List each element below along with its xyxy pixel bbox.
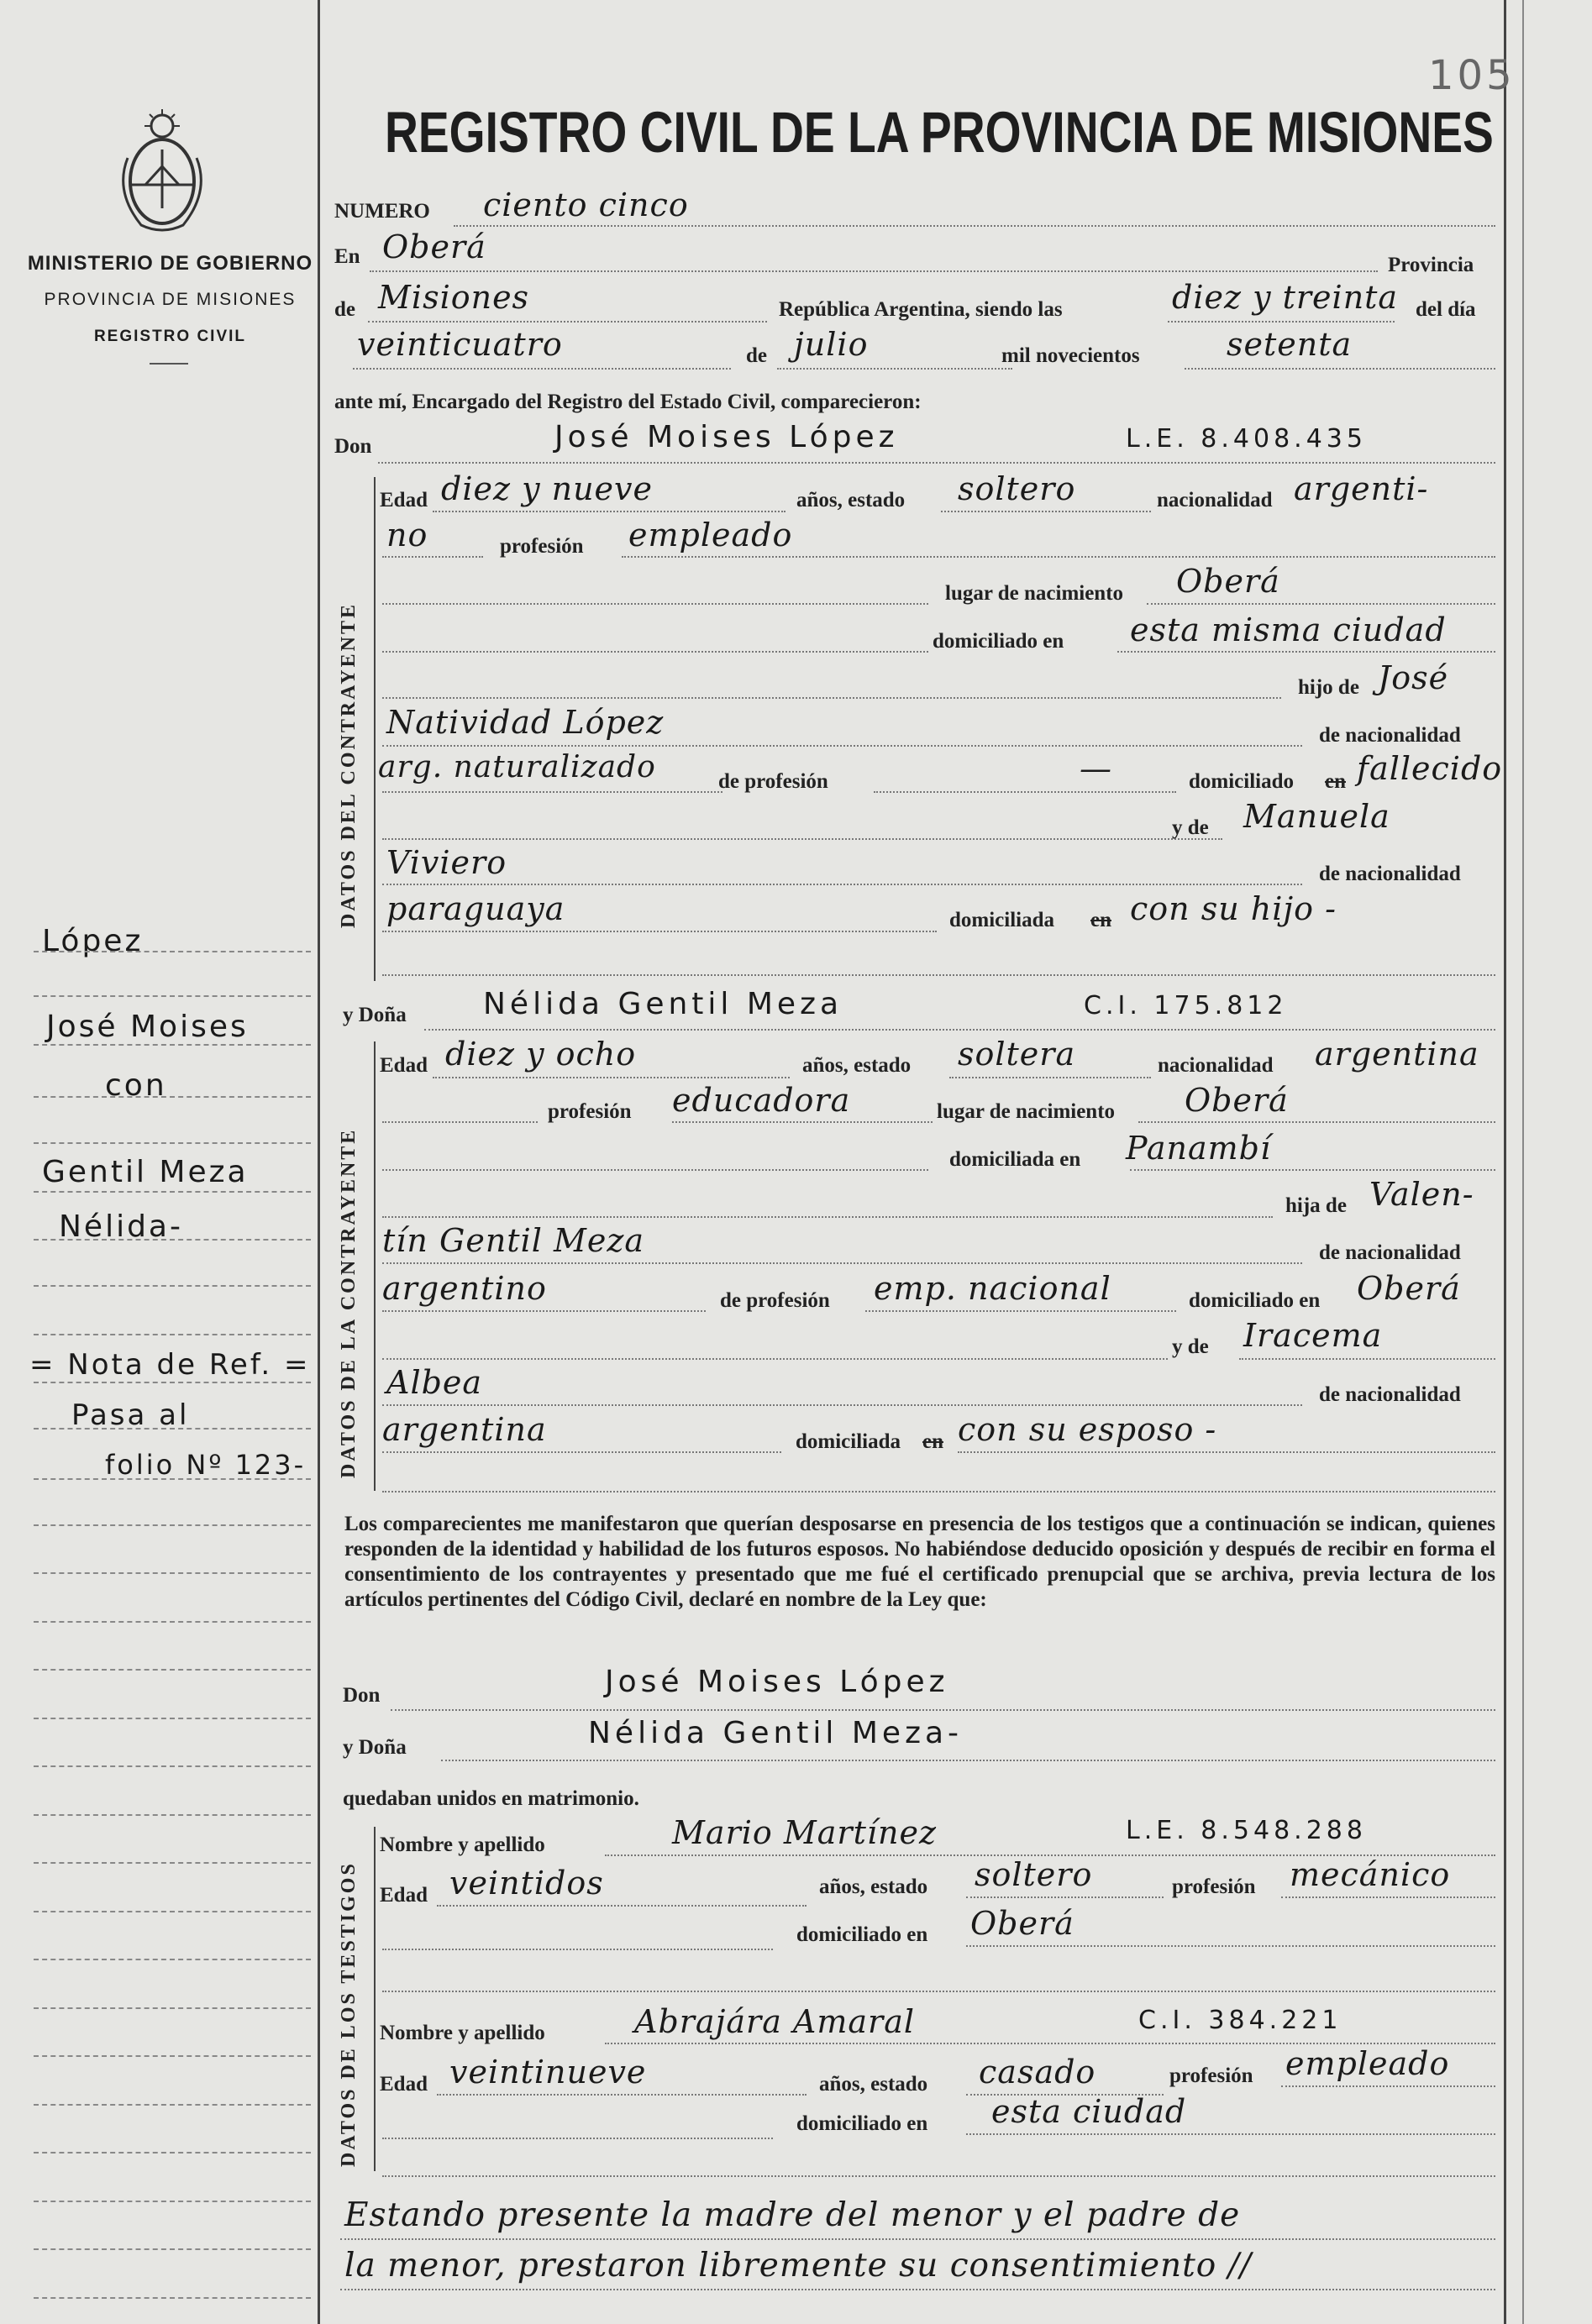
bride-birthplace: Oberá [1185,1082,1289,1119]
groom-age: diez y nueve [441,470,654,507]
groom-father-domicile: fallecido [1357,750,1503,787]
groom-blank-line [382,603,928,605]
bride-mother-nac-label: de nacionalidad [1319,1383,1461,1406]
margin-rule-9 [34,1334,311,1335]
margin-rule-1 [34,951,311,952]
act-number: ciento cinco [483,186,689,223]
decl-don-line [391,1709,1495,1711]
page-number: 105 [1428,52,1516,99]
decl-bride-name: Nélida Gentil Meza- [588,1716,964,1750]
margin-rule-17 [34,1718,311,1719]
margin-rule-11 [34,1428,311,1430]
note-line-1: Estando presente la madre del menor y el padre de [344,2196,1241,2234]
bride-nationality: argentina [1315,1036,1479,1073]
margin-rule-20 [34,1862,311,1864]
bride-father-2: tín Gentil Meza [382,1222,645,1259]
de-label: de [334,298,355,321]
w2-edad-label: Edad [380,2073,428,2096]
republica-label: República Argentina, siendo las [779,298,1063,321]
w2-profession: empleado [1285,2045,1450,2082]
w1-status-line [966,1896,1164,1898]
de-mes-label: de [746,344,767,367]
margin-rule-21 [34,1911,311,1912]
ante-mi-text: ante mí, Encargado del Registro del Estado Civil, comparecieron: [334,391,922,413]
del-dia-label: del día [1416,298,1476,321]
margin-rule-6 [34,1191,311,1193]
bride-status: soltera [958,1036,1076,1073]
bride-domiciliado-label: domiciliado en [1189,1289,1321,1312]
groom-mother-en-struck: en [1090,909,1111,931]
w1-status: soltero [975,1856,1093,1893]
bride-mother-en-struck: en [922,1430,943,1453]
en-label: En [334,245,360,268]
hijo-de-label: hijo de [1298,676,1359,699]
groom-dom-line [1117,651,1495,653]
groom-section-border [374,477,376,981]
margin-groom-name: José Moises [46,1010,249,1044]
groom-mother-2: Viviero [386,844,507,881]
margin-rule-19 [34,1814,311,1816]
margin-rule-26 [34,2152,311,2154]
bride-y-de-label: y de [1172,1335,1209,1358]
groom-father-prof-line [874,791,1176,793]
bride-mother-1: Iracema [1243,1317,1383,1354]
province-line [368,321,767,323]
bride-father-line [382,1262,1302,1264]
w2-blank-line [382,2138,773,2139]
groom-blank2-line [382,651,928,653]
w2-prof-line [1281,2085,1495,2087]
margin-rule-12 [34,1478,311,1480]
bride-mother-domicile: con su esposo - [958,1411,1217,1448]
note-line-2: la menor, prestaron libremente su consentimiento // [344,2247,1252,2285]
w2-age-line [437,2094,807,2096]
groom-nationality-2: no [386,517,428,553]
groom-name-line [378,462,1495,464]
groom-domiciliada-label: domiciliada [949,909,1055,931]
margin-rule-27 [34,2201,311,2202]
w1-domicile: Oberá [970,1905,1074,1942]
bride-father-1: Valen- [1369,1176,1474,1213]
bride-prof-line [672,1121,933,1123]
groom-father-nationality: arg. naturalizado [378,750,656,784]
w2-nombre-label: Nombre y apellido [380,2022,545,2044]
bride-father-nat-line [382,1310,706,1312]
margin-rule-13 [34,1524,311,1526]
bride-mother-nationality: argentina [382,1411,547,1448]
provincia-label: Provincia [1388,254,1474,276]
bride-edad-label: Edad [380,1054,428,1077]
bride-age: diez y ocho [445,1036,637,1073]
groom-father-1: José [1378,659,1449,696]
margin-bride-name: Nélida- [59,1209,183,1244]
groom-nac-label: nacionalidad [1157,489,1273,511]
bride-dom-line [1130,1169,1495,1171]
w1-anos-label: años, estado [819,1875,928,1898]
act-day: veinticuatro [357,326,563,363]
bride-father-prof-line [865,1310,1176,1312]
bride-end-line [382,1491,1495,1493]
bride-father-profession: emp. nacional [874,1270,1111,1307]
groom-father-line [382,745,1302,747]
groom-dom-label: domiciliado en [933,630,1064,653]
coat-of-arms-icon [108,108,217,242]
bride-domicile: Panambí [1126,1130,1272,1167]
groom-nat2-line [382,556,483,558]
groom-birth-line [1147,603,1495,605]
groom-father-profession: — [1080,750,1112,787]
groom-father-nat-line [382,791,722,793]
month-line [777,368,1012,370]
bride-mother-2: Albea [386,1364,483,1401]
dona-label: y Doña [343,1004,407,1026]
mil-novecientos-label: mil novecientos [1001,344,1140,367]
bride-lugar-label: lugar de nacimiento [937,1100,1116,1123]
w1-nombre-label: Nombre y apellido [380,1833,545,1856]
bride-domiciliada-label: domiciliada [796,1430,901,1453]
groom-status-line [941,511,1151,512]
w2-dom-line [966,2133,1495,2135]
act-year: setenta [1227,326,1353,363]
margin-rule-3 [34,1044,311,1046]
margin-rule-29 [34,2297,311,2299]
groom-end-line [382,974,1495,976]
margin-con: con [105,1068,167,1103]
note-line-1-rule [340,2238,1495,2240]
groom-age-line [433,511,785,512]
groom-mother-nat-line [382,931,937,932]
witness-section-border [374,1827,376,2171]
bride-birth-line [1138,1121,1495,1123]
w1-dom-label: domiciliado en [796,1923,928,1946]
margin-rule-16 [34,1669,311,1671]
margin-rule-4 [34,1096,311,1098]
groom-status: soltero [958,470,1076,507]
bride-section-label: DATOS DE LA CONTRAYENTE [338,1127,360,1478]
decl-don-label: Don [343,1684,381,1707]
margin-rule-5 [34,1142,311,1144]
groom-de-prof-label: de profesión [718,770,828,793]
bride-profesion-label: profesión [548,1100,632,1123]
en-line [370,270,1378,272]
groom-mother-nac-label: de nacionalidad [1319,863,1461,885]
bride-section-border [374,1041,376,1491]
w2-profesion-label: profesión [1169,2064,1253,2087]
act-month: julio [794,326,869,363]
province-label: PROVINCIA DE MISIONES [44,290,297,309]
w2-name: Abrajára Amaral [634,2003,916,2040]
w1-document: L.E. 8.548.288 [1126,1816,1367,1845]
w2-domicile: esta ciudad [991,2093,1187,2130]
year-line [1185,368,1495,370]
witness-section-label: DATOS DE LOS TESTIGOS [338,1861,360,2167]
don-label: Don [334,435,372,458]
w1-profesion-label: profesión [1172,1875,1256,1898]
bride-mother-dom-line [958,1451,1495,1453]
bride-blank3-line [382,1216,1273,1218]
w2-document: C.I. 384.221 [1138,2006,1342,2035]
ministry-label: MINISTERIO DE GOBIERNO [27,252,313,275]
bride-name-line [424,1029,1495,1031]
margin-rule-25 [34,2104,311,2106]
w1-age: veintidos [449,1865,604,1902]
registry-label: REGISTRO CIVIL [93,328,247,345]
right-page-border [1504,0,1506,2324]
groom-anos-label: años, estado [796,489,906,511]
w2-dom-label: domiciliado en [796,2112,928,2135]
margin-rule-18 [34,1765,311,1767]
margin-nota-2: Pasa al [71,1398,190,1432]
groom-de-nac-label: de nacionalidad [1319,724,1461,747]
w1-name: Mario Martínez [672,1814,937,1851]
bride-age-line [433,1077,790,1078]
right-page-edge [1522,0,1524,2324]
w2-name-line [605,2043,1495,2044]
groom-mother-nationality: paraguaya [386,890,565,927]
margin-rule-7 [34,1239,311,1241]
bride-mother-line [382,1404,1302,1406]
bride-name: Nélida Gentil Meza [483,987,843,1021]
bride-de-prof-label: de profesión [720,1289,830,1312]
hour-line [1168,321,1395,323]
decl-groom-name: José Moises López [605,1665,949,1699]
groom-mother-1: Manuela [1243,798,1390,835]
hija-de-label: hija de [1285,1194,1347,1217]
bride-anos-label: años, estado [802,1054,912,1077]
ministry-divider [150,363,188,365]
margin-rule-14 [34,1572,311,1574]
registry-title: REGISTRO CIVIL DE LA PROVINCIA DE MISIONES [385,100,1494,165]
note-line-2-rule [340,2289,1495,2290]
margin-rule-28 [34,2248,311,2250]
bride-mother-nat-line [382,1451,781,1453]
act-hour: diez y treinta [1172,279,1399,316]
groom-nationality-1: argenti- [1294,470,1429,507]
groom-prof-line [622,556,1495,558]
bride-profession: educadora [672,1082,851,1119]
bride-blank-line [382,1121,538,1123]
margin-rule-2 [34,995,311,997]
groom-blank3-line [382,697,1281,699]
w2-end-line [382,2175,1495,2177]
act-province: Misiones [378,279,530,316]
groom-domiciliado-label: domiciliado [1189,770,1295,793]
bride-dom-label: domiciliada en [949,1148,1081,1171]
left-margin-border [318,0,320,2324]
groom-lugar-label: lugar de nacimiento [945,582,1124,605]
margin-rule-22 [34,1959,311,1960]
bride-blank4-line [382,1358,1168,1360]
margin-rule-10 [34,1382,311,1383]
numero-line [454,225,1495,227]
margin-nota-1: = Nota de Ref. = [29,1348,311,1382]
groom-domicile: esta misma ciudad [1130,611,1447,648]
margin-bride-surname: Gentil Meza [42,1155,249,1189]
groom-section-label: DATOS DEL CONTRAYENTE [338,602,360,928]
bride-nac-label: nacionalidad [1158,1054,1274,1077]
margin-surname: López [42,924,144,958]
groom-edad-label: Edad [380,489,428,511]
groom-birthplace: Oberá [1176,563,1280,600]
margin-rule-15 [34,1621,311,1623]
legal-paragraph: Los comparecientes me manifestaron que querían desposarse en presencia de los testigos que a continuación se indican, quienes responden de la identidad y habilidad de los futuros esposos. No habiéndose deducido oposición y después de recibir en forma el consentimiento de los contrayentes y presentado que me fué el certificado prenupcial que se archiva, previa lectura de los artículos pertinentes del Código Civil, declaré en nombre de la Ley que: [344,1513,1495,1611]
groom-y-de-label: y de [1172,816,1209,839]
groom-blank4-line [382,838,1222,840]
numero-label: NUMERO [334,200,430,223]
decl-dona-line [441,1760,1495,1761]
groom-mother-line [382,884,1302,885]
groom-name: José Moises López [554,420,899,454]
groom-profesion-label: profesión [500,535,584,558]
decl-dona-label: y Doña [343,1736,407,1759]
groom-document: L.E. 8.408.435 [1126,424,1367,454]
groom-mother-domicile: con su hijo - [1130,890,1337,927]
day-line [353,368,731,370]
w2-anos-label: años, estado [819,2073,928,2096]
bride-father-domicile: Oberá [1357,1270,1461,1307]
margin-rule-8 [34,1285,311,1287]
bride-status-line [949,1077,1151,1078]
w1-age-line [437,1905,807,1907]
bride-document: C.I. 175.812 [1084,991,1288,1020]
groom-en-struck: en [1325,770,1346,793]
quedaban-text: quedaban unidos en matrimonio. [343,1787,639,1810]
margin-rule-23 [34,2007,311,2009]
margin-rule-24 [34,2055,311,2057]
w1-blank-line [382,1949,773,1950]
bride-mother1-line [1239,1358,1495,1360]
bride-father-nationality: argentino [382,1270,547,1307]
w1-profession: mecánico [1290,1856,1451,1893]
w1-dom-line [966,1945,1495,1947]
w2-age: veintinueve [449,2054,647,2091]
w1-end-line [382,1991,1495,1992]
groom-father-2: Natividad López [386,704,665,741]
w2-status: casado [979,2054,1096,2091]
w1-edad-label: Edad [380,1884,428,1907]
bride-de-nac-label: de nacionalidad [1319,1241,1461,1264]
bride-blank2-line [382,1169,928,1171]
groom-profession: empleado [628,517,793,553]
margin-nota-3: folio Nº 123- [105,1449,307,1481]
w1-prof-line [1281,1896,1495,1898]
act-place: Oberá [382,228,486,265]
